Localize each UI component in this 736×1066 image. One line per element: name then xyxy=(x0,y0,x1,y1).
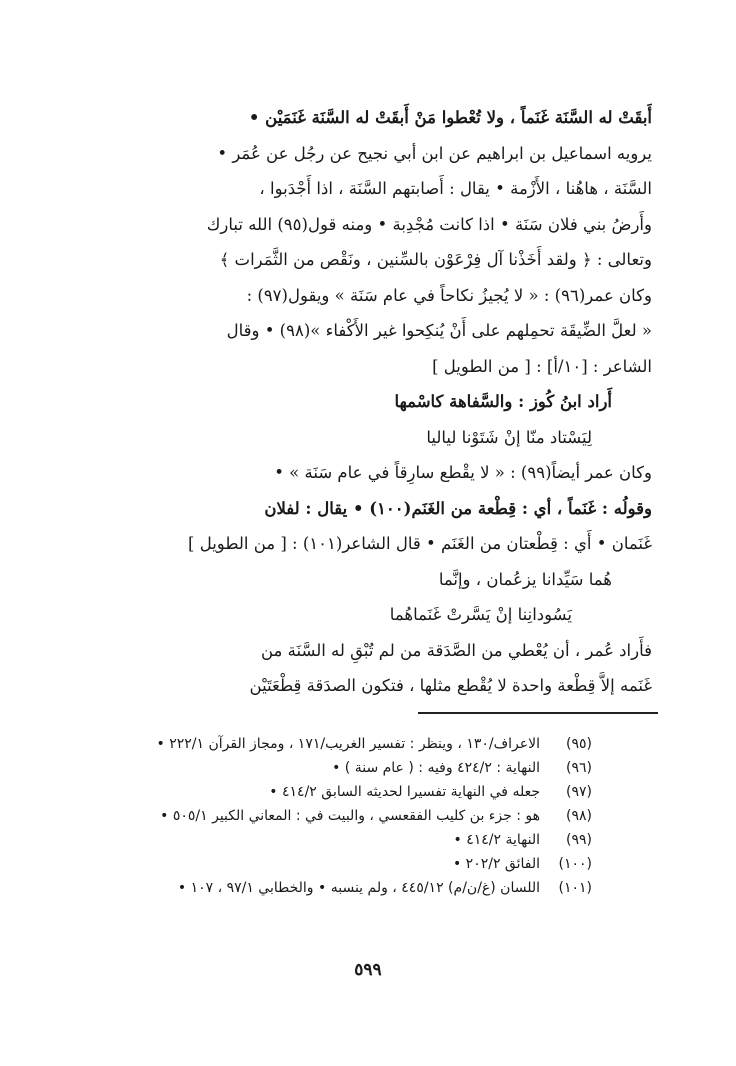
verse-line: لِيَسْتاد منّا إنْ شَتَوْنا لياليا xyxy=(426,427,592,447)
footnote-text: النهاية : ٤٢٤/٢ وفيه : ( عام سنة ) • xyxy=(332,760,540,776)
main-text xyxy=(92,100,652,704)
text-line: غَنَمان • أَي : قِطْعتان من الغَنَم • قال الشاعر(١٠١) : [ من الطويل ] xyxy=(188,534,652,553)
footnote-number: (٩٧) xyxy=(566,784,592,800)
verse-line: يَسُودانِنا إنْ يَسَّرتْ غَنَماهُما xyxy=(389,605,572,624)
text-line: وكان عمر(٩٦) : « لا يُجيزُ نكاحاً في عام سَنَة » ويقول(٩٧) : xyxy=(246,285,652,305)
text-line: وكان عمر أيضاً(٩٩) : « لا يقْطع سارِقاً في عام سَنَة » • xyxy=(274,463,652,482)
footnotes xyxy=(62,732,592,900)
text-line: أَبقَتْ له السَّنَة غَنَماً ، ولا تُعْطوا مَنْ أَبقَتْ له السَّنَة غَنَمَيْن • xyxy=(248,108,652,127)
footnote xyxy=(62,804,592,828)
footnote xyxy=(62,732,592,756)
footnote-number: (١٠١) xyxy=(558,880,592,896)
text-line: فأَراد عُمر ، أن يُعْطي من الصَّدَقة من لم تُبْقِ له السَّنَة من xyxy=(261,640,652,660)
footnote xyxy=(62,828,592,852)
text-line: يرويه اسماعيل بن ابراهيم عن ابن أبي نجيح عن رجُل عن عُمَر • xyxy=(217,143,652,163)
footnote xyxy=(62,876,592,900)
footnote-text: الفائق ٢٠٢/٢ • xyxy=(452,856,540,872)
footnote xyxy=(62,756,592,780)
page-number: ٥٩٩ xyxy=(354,960,382,980)
footnote-text: النهاية ٤١٤/٢ • xyxy=(453,832,540,848)
footnote-text: هو : جزء بن كليب الفقعسي ، والبيت في : المعاني الكبير ٥٠٥/١ • xyxy=(160,808,540,824)
footnote-divider xyxy=(418,712,658,714)
text-line: وتعالى : ﴿ ولقد أَخَذْنا آل فِرْعَوْن بالسِّنين ، ونَقْص من الثَّمَرات ﴾ xyxy=(219,250,652,269)
text-line: الشاعر : [١٠/أ] : [ من الطويل ] xyxy=(432,356,652,376)
text-line: غَنَمه إلاَّ قِطْعة واحدة لا يُقْطع مثلها ، فتكون الصدَقة قِطْعَتَيْن xyxy=(249,676,652,695)
text-line: وقولُه : غَنَماً ، أي : قِطْعة من الغَنَم(١٠٠) • يقال : لفلان xyxy=(264,498,652,518)
verse-line: أَراد ابنُ كُوز : والسَّفاهة كاسْمها xyxy=(394,392,612,411)
footnote-text: جعله في النهاية تفسيرا لحديثه السابق ٤١٤/٢ • xyxy=(269,784,540,800)
text-line: « لعلَّ الضِّيقَة تحمِلهم على أَنْ يُنكِحوا غير الأَكْفاء »(٩٨) • وقال xyxy=(226,321,652,340)
text-line: وأَرضُ بني فلان سَنَة • اذا كانت مُجْدِبة • ومنه قول(٩٥) الله تبارك xyxy=(206,214,652,234)
footnote-text: الاعراف/١٣٠ ، وينظر : تفسير الغريب/١٧١ ، ومجاز القرآن ٢٢٢/١ • xyxy=(156,736,540,752)
text-line: السَّنَة ، هاهُنا ، الأَزْمة • يقال : أَصابتهم السَّنَة ، اذا أَجْدَبوا ، xyxy=(259,179,652,198)
footnote-number: (٩٨) xyxy=(566,808,592,824)
footnote-number: (٩٦) xyxy=(566,760,592,776)
verse-line: هُما سَيِّدانا يزعُمان ، وإنَّما xyxy=(438,569,612,589)
footnote xyxy=(62,852,592,876)
footnote-number: (٩٥) xyxy=(566,736,592,752)
footnote-number: (٩٩) xyxy=(566,832,592,848)
footnote xyxy=(62,780,592,804)
footnote-number: (١٠٠) xyxy=(558,856,592,872)
footnote-text: اللسان (غ/ن/م) ٤٤٥/١٢ ، ولم ينسبه • والخطابي ٩٧/١ ، ١٠٧ • xyxy=(177,880,540,896)
